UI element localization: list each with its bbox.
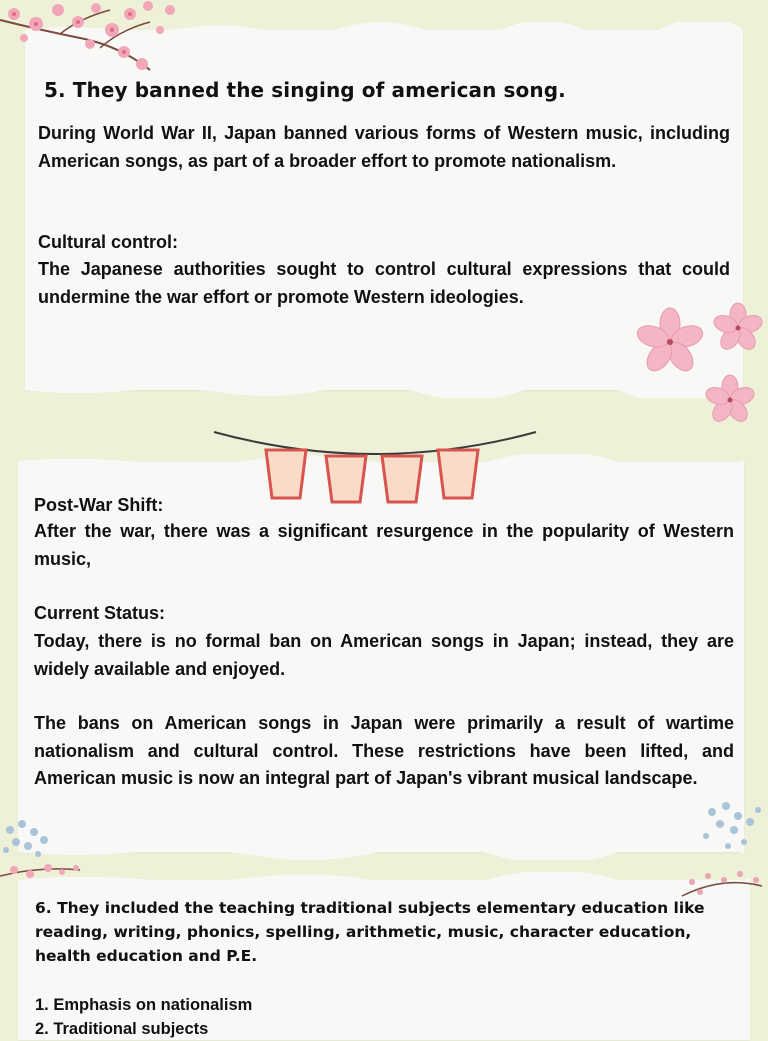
section-6-list [35,993,252,1041]
sakura-flower-icon [628,292,768,432]
post-war-paragraph: After the war, there was a significant resurgence in the popularity of Western music, [34,521,734,569]
section-6-heading: 6. They included the teaching traditional subjects elementary education like reading, writing, phonics, spelling, arithmetic, music, character education, health education and P.E. [35,899,705,965]
current-status-paragraph: Today, there is no formal ban on American songs in Japan; instead, they are widely available and enjoyed. [34,631,734,679]
conclusion-paragraph: The bans on American songs in Japan were primarily a result of wartime nationalism and cultural control. These restrictions have been lifted, and American music is now an integral part of Japan's vibrant musical landscape. [34,713,734,788]
list-item: 2. Traditional subjects [35,1020,209,1038]
list-item: 1. Emphasis on nationalism [35,996,253,1014]
cultural-control-paragraph: The Japanese authorities sought to control cultural expressions that could undermine the war effort or promote Western ideologies. [38,259,730,307]
section-5-heading: 5. They banned the singing of american song. [44,78,566,102]
baby-breath-flowers-icon [672,796,768,906]
baby-breath-flowers-icon [0,816,90,896]
cultural-control-label: Cultural control: [38,232,178,252]
cherry-blossom-branch-icon [0,0,190,80]
post-war-label: Post-War Shift: [34,495,164,515]
current-status-label: Current Status: [34,603,166,623]
torn-edge [18,872,750,886]
torn-edge [18,846,744,860]
intro-paragraph: During World War II, Japan banned various forms of Western music, including American songs, as part of a broader effort to promote nationalism. [38,123,730,171]
